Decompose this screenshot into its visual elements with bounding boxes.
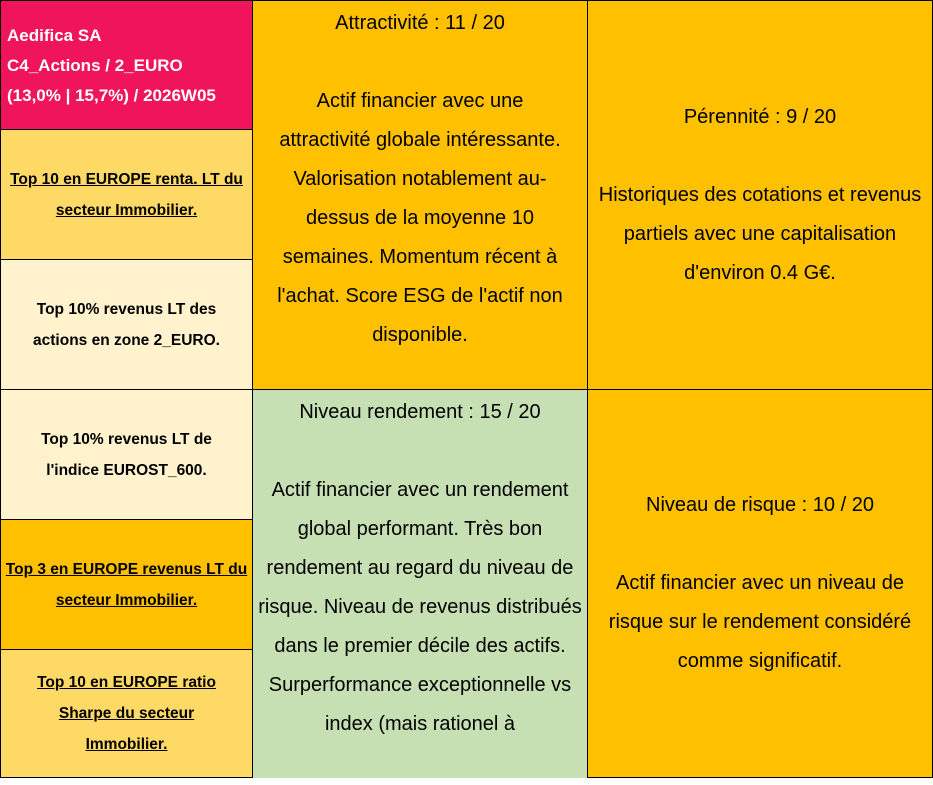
perennite-body: Historiques des cotations et revenus partiels avec une capitalisation d'environ 0.4 G€. xyxy=(598,183,922,284)
badge-cell xyxy=(0,130,253,260)
performance-stats: (13,0% | 15,7%) / 2026W05 xyxy=(7,86,216,105)
risque-title: Niveau de risque : 10 / 20 xyxy=(646,494,874,516)
rendement-body: Actif financier avec un rendement global performant. Très bon rendement au regard du niveau de risque. Niveau de revenus distribués dans le premier décile des actifs. Surperformance exceptionnelle vs index (mais rationel à xyxy=(258,479,582,735)
badge-text: Top 10 en EUROPE renta. LT du secteur Immobilier. xyxy=(10,170,243,219)
company-name: Aedifica SA xyxy=(7,26,102,45)
risque-body: Actif financier avec un niveau de risque sur le rendement considéré comme significatif. xyxy=(608,572,912,672)
badge-text: Top 10 en EUROPE ratio Sharpe du secteur Immobilier. xyxy=(37,674,216,753)
badge-cell xyxy=(0,650,253,778)
attractivite-body: Actif financier avec une attractivité globale intéressante. Valorisation notablement au-dessus de la moyenne 10 semaines. Momentum récent à l'achat. Score ESG de l'actif non disponible. xyxy=(277,90,563,346)
badge-text: Top 10% revenus LT des actions en zone 2_EURO. xyxy=(33,300,220,349)
perennite-cell xyxy=(588,0,933,390)
rendement-cell xyxy=(253,390,588,778)
attractivite-cell xyxy=(253,0,588,390)
badge-cell xyxy=(0,520,253,650)
perennite-title: Pérennité : 9 / 20 xyxy=(683,105,837,128)
badge-text: Top 10% revenus LT de l'indice EUROST_600. xyxy=(41,430,212,479)
asset-category: C4_Actions / 2_EURO xyxy=(7,56,183,75)
badge-cell xyxy=(0,260,253,390)
rendement-title: Niveau rendement : 15 / 20 xyxy=(299,401,541,423)
badge-text: Top 3 en EUROPE revenus LT du secteur Immobilier. xyxy=(5,560,248,609)
risque-cell xyxy=(588,390,933,778)
attractivite-title: Attractivité : 11 / 20 xyxy=(335,12,505,34)
header-cell xyxy=(0,0,253,130)
badge-cell xyxy=(0,390,253,520)
